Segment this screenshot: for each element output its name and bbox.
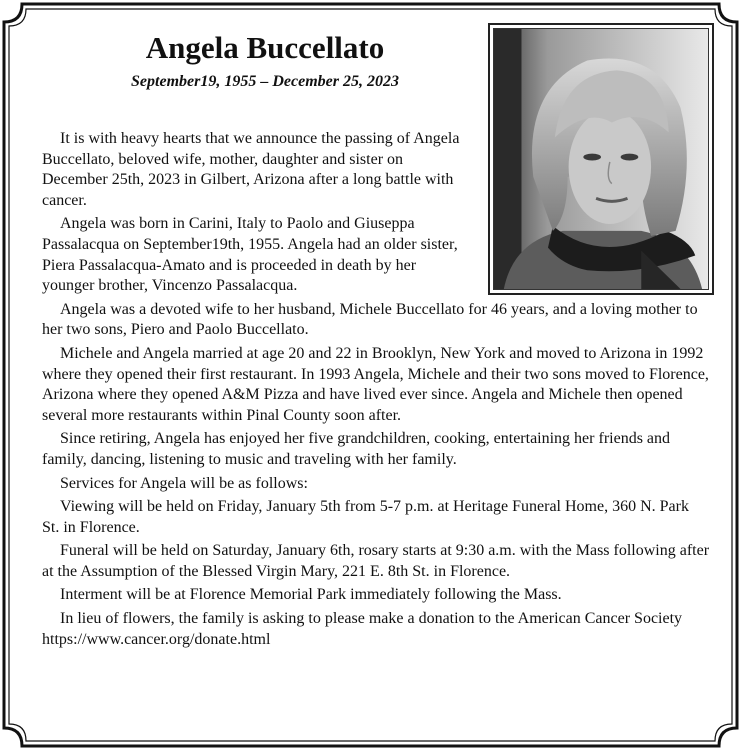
paragraph-marriage: Michele and Angela married at age 20 and 22 in Brooklyn, New York and moved to Arizona in 1992 where they opened their first restaurant. In 1993 Angela, Michele and their two sons moved to Florence, Arizona where they opened A&M Pizza and have lived ever since. Angela and Michele then opened several more restaurants within Pinal County soon after. — [42, 344, 709, 424]
paragraph-viewing: Viewing will be held on Friday, January 5th from 5-7 p.m. at Heritage Funeral Home, 360 N. Park St. in Florence. — [42, 498, 689, 536]
paragraph-retirement: Since retiring, Angela has enjoyed her five grandchildren, cooking, entertaining her friends and family, dancing, listening to music and traveling with her family. — [42, 430, 671, 468]
obituary-body — [42, 129, 710, 653]
paragraph-services-intro: Services for Angela will be as follows: — [60, 474, 308, 492]
life-dates: September19, 1955 – December 25, 2023 — [131, 73, 399, 90]
paragraph-family: Angela was a devoted wife to her husband, Michele Buccellato for 46 years, and a loving mother to her two sons, Piero and Paolo Buccellato. — [42, 300, 698, 339]
paragraph-funeral: Funeral will be held on Saturday, January 6th, rosary starts at 9:30 a.m. with the Mass following after at the Assumption of the Blessed Virgin Mary, 221 E. 8th St. in Florence. — [42, 542, 710, 580]
paragraph-interment: Interment will be at Florence Memorial Park immediately following the Mass. — [60, 586, 562, 604]
paragraph-birth: Angela was born in Carini, Italy to Paolo and Giuseppa Passalacqua on September19th, 1955. Angela had an older sister, Piera Passalacqua-Amato and is proceeded in death by her younger brother, Vincenzo Passalacqua. — [42, 215, 458, 295]
paragraph-donation: In lieu of flowers, the family is asking to please make a donation to the American Cancer Society https://www.cancer.org/donate.html — [42, 610, 683, 648]
paragraph-announcement: It is with heavy hearts that we announce the passing of Angela Buccellato, beloved wife, mother, daughter and sister on December 25th, 2023 in Gilbert, Arizona after a long battle with cancer. — [42, 130, 460, 209]
obituary-name: Angela Buccellato — [145, 30, 385, 65]
